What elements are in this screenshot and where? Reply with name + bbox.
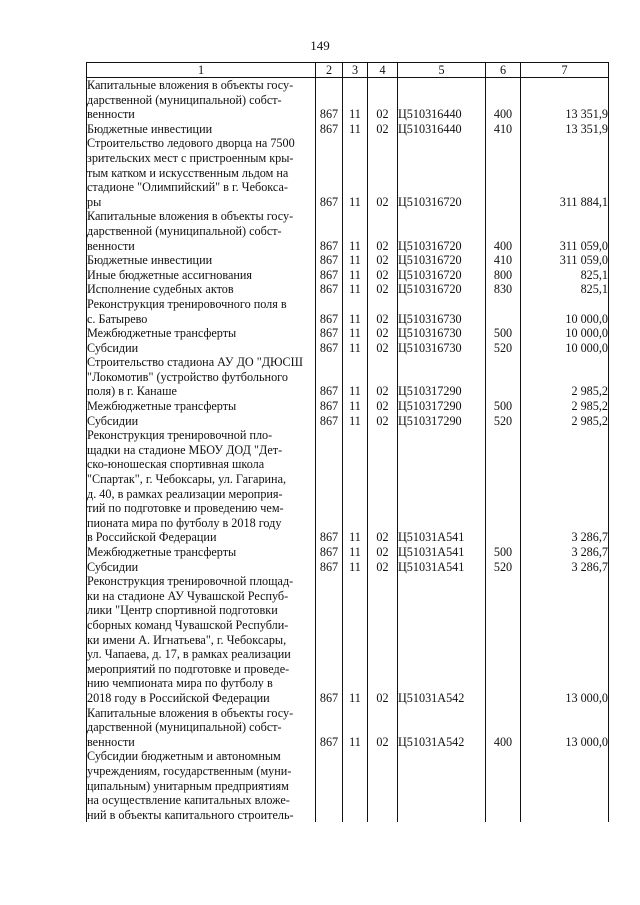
description-line: Строительство ледового дворца на 7500 [87, 136, 295, 151]
ministry-code: 867 [316, 78, 343, 122]
description-line: лики "Центр спортивной подготовки [87, 603, 278, 618]
description-line: мероприятий по подготовке и проведе- [87, 661, 290, 676]
description-line: Бюджетные инвестиции [87, 121, 213, 136]
target-article-code: Ц51031А542 [398, 574, 486, 705]
expense-type-code [486, 574, 521, 705]
amount: 10 000,0 [521, 297, 609, 326]
section-code: 11 [343, 560, 368, 575]
description-line: дарственной (муниципальной) собст- [87, 720, 282, 735]
expense-type-code: 500 [486, 545, 521, 560]
expense-type-code [486, 136, 521, 209]
description-line: Субсидии бюджетным и автономным [87, 749, 281, 764]
table-row [87, 209, 609, 253]
ministry-code: 867 [316, 326, 343, 341]
description-line: "Локомотив" (устройство футбольного [87, 369, 288, 384]
header-row [87, 63, 609, 78]
row-description [87, 574, 316, 705]
target-article-code: Ц510316730 [398, 326, 486, 341]
expense-type-code: 410 [486, 253, 521, 268]
subsection-code: 02 [368, 574, 398, 705]
ministry-code: 867 [316, 209, 343, 253]
table-row [87, 268, 609, 283]
table-row [87, 326, 609, 341]
description-line: Реконструкция тренировочной пло- [87, 428, 273, 443]
amount: 10 000,0 [521, 341, 609, 356]
column-header-3: 3 [343, 63, 368, 78]
table-row [87, 706, 609, 750]
row-description [87, 428, 316, 545]
description-line: ры [87, 194, 102, 209]
ministry-code: 867 [316, 428, 343, 545]
ministry-code: 867 [316, 253, 343, 268]
amount: 825,1 [521, 268, 609, 283]
description-line: Исполнение судебных актов [87, 282, 234, 297]
section-code: 11 [343, 136, 368, 209]
ministry-code: 867 [316, 341, 343, 356]
ministry-code: 867 [316, 297, 343, 326]
section-code: 11 [343, 122, 368, 137]
description-line: Реконструкция тренировочного поля в [87, 296, 287, 311]
description-line: нию чемпионата мира по футболу в [87, 676, 273, 691]
subsection-code: 02 [368, 268, 398, 283]
table-row [87, 136, 609, 209]
ministry-code: 867 [316, 414, 343, 429]
subsection-code: 02 [368, 326, 398, 341]
section-code: 11 [343, 399, 368, 414]
description-line: дарственной (муниципальной) собст- [87, 223, 282, 238]
row-description [87, 326, 316, 341]
ministry-code: 867 [316, 574, 343, 705]
amount: 3 286,7 [521, 545, 609, 560]
subsection-code [368, 749, 398, 822]
description-line: ки на стадионе АУ Чувашской Респуб- [87, 588, 289, 603]
description-line: Капитальные вложения в объекты госу- [87, 705, 294, 720]
description-line: тий по подготовке и проведению чем- [87, 501, 284, 516]
row-description [87, 253, 316, 268]
target-article-code: Ц510316720 [398, 209, 486, 253]
column-header-6: 6 [486, 63, 521, 78]
amount: 311 059,0 [521, 253, 609, 268]
subsection-code: 02 [368, 297, 398, 326]
description-line: "Спартак", г. Чебоксары, ул. Гагарина, [87, 472, 287, 487]
description-line: Строительство стадиона АУ ДО "ДЮСШ [87, 355, 303, 370]
description-line: д. 40, в рамках реализации мероприя- [87, 486, 283, 501]
section-code: 11 [343, 341, 368, 356]
section-code: 11 [343, 78, 368, 122]
target-article-code: Ц510316440 [398, 122, 486, 137]
table-row [87, 355, 609, 399]
description-line: на осуществление капитальных вложе- [87, 793, 290, 808]
description-line: Субсидии [87, 340, 139, 355]
description-line: ципальным) унитарным предприятиям [87, 778, 289, 793]
expense-type-code: 400 [486, 209, 521, 253]
expense-type-code: 520 [486, 414, 521, 429]
table-row [87, 545, 609, 560]
subsection-code: 02 [368, 706, 398, 750]
amount: 311 059,0 [521, 209, 609, 253]
subsection-code: 02 [368, 399, 398, 414]
amount: 825,1 [521, 282, 609, 297]
expense-type-code: 520 [486, 560, 521, 575]
expense-type-code: 400 [486, 706, 521, 750]
row-description [87, 136, 316, 209]
section-code: 11 [343, 545, 368, 560]
expense-type-code: 400 [486, 78, 521, 122]
amount: 2 985,2 [521, 414, 609, 429]
description-line: тым катком и искусственным льдом на [87, 165, 289, 180]
description-line: щадки на стадионе МБОУ ДОД "Дет- [87, 442, 283, 457]
target-article-code: Ц510316720 [398, 282, 486, 297]
ministry-code [316, 749, 343, 822]
column-header-2: 2 [316, 63, 343, 78]
description-line: с. Батырево [87, 311, 148, 326]
row-description [87, 268, 316, 283]
target-article-code: Ц510316730 [398, 297, 486, 326]
section-code: 11 [343, 297, 368, 326]
description-line: ки имени А. Игнатьева", г. Чебоксары, [87, 632, 287, 647]
table-row [87, 414, 609, 429]
row-description [87, 545, 316, 560]
row-description [87, 78, 316, 122]
table-row [87, 574, 609, 705]
table-row [87, 749, 609, 822]
row-description [87, 414, 316, 429]
target-article-code: Ц510317290 [398, 399, 486, 414]
section-code: 11 [343, 282, 368, 297]
table-row [87, 78, 609, 122]
description-line: Субсидии [87, 413, 139, 428]
budget-table [86, 62, 609, 822]
row-description [87, 209, 316, 253]
row-description [87, 749, 316, 822]
section-code: 11 [343, 428, 368, 545]
ministry-code: 867 [316, 706, 343, 750]
ministry-code: 867 [316, 399, 343, 414]
target-article-code: Ц510317290 [398, 355, 486, 399]
ministry-code: 867 [316, 355, 343, 399]
expense-type-code [486, 749, 521, 822]
subsection-code: 02 [368, 414, 398, 429]
target-article-code: Ц510316730 [398, 341, 486, 356]
description-line: зрительских мест с пристроенным кры- [87, 150, 294, 165]
amount [521, 749, 609, 822]
description-line: Капитальные вложения в объекты госу- [87, 78, 294, 92]
target-article-code: Ц51031А542 [398, 706, 486, 750]
ministry-code: 867 [316, 545, 343, 560]
amount: 13 351,9 [521, 122, 609, 137]
expense-type-code [486, 297, 521, 326]
amount: 3 286,7 [521, 560, 609, 575]
row-description [87, 560, 316, 575]
section-code: 11 [343, 574, 368, 705]
description-line: Иные бюджетные ассигнования [87, 267, 253, 282]
target-article-code: Ц510316720 [398, 136, 486, 209]
row-description [87, 341, 316, 356]
section-code: 11 [343, 355, 368, 399]
description-line: пионата мира по футболу в 2018 году [87, 515, 282, 530]
expense-type-code: 830 [486, 282, 521, 297]
description-line: учреждениям, государственным (муни- [87, 763, 292, 778]
amount: 2 985,2 [521, 355, 609, 399]
column-header-4: 4 [368, 63, 398, 78]
expense-type-code: 500 [486, 399, 521, 414]
description-line: Бюджетные инвестиции [87, 253, 213, 268]
amount: 13 000,0 [521, 574, 609, 705]
target-article-code: Ц510317290 [398, 414, 486, 429]
row-description [87, 122, 316, 137]
amount: 10 000,0 [521, 326, 609, 341]
subsection-code: 02 [368, 122, 398, 137]
section-code: 11 [343, 268, 368, 283]
column-header-7: 7 [521, 63, 609, 78]
table-row [87, 428, 609, 545]
section-code: 11 [343, 253, 368, 268]
amount: 13 000,0 [521, 706, 609, 750]
subsection-code: 02 [368, 282, 398, 297]
row-description [87, 282, 316, 297]
description-line: 2018 году в Российской Федерации [87, 690, 270, 705]
expense-type-code [486, 355, 521, 399]
description-line: Межбюджетные трансферты [87, 545, 237, 559]
subsection-code: 02 [368, 209, 398, 253]
section-code: 11 [343, 706, 368, 750]
row-description [87, 355, 316, 399]
subsection-code: 02 [368, 545, 398, 560]
table-row [87, 297, 609, 326]
amount: 311 884,1 [521, 136, 609, 209]
table-row [87, 560, 609, 575]
expense-type-code [486, 428, 521, 545]
section-code: 11 [343, 326, 368, 341]
ministry-code: 867 [316, 282, 343, 297]
subsection-code: 02 [368, 341, 398, 356]
section-code: 11 [343, 209, 368, 253]
table-row [87, 122, 609, 137]
subsection-code: 02 [368, 253, 398, 268]
target-article-code: Ц51031А541 [398, 560, 486, 575]
page-number: 149 [310, 38, 330, 53]
description-line: Межбюджетные трансферты [87, 399, 237, 414]
description-line: венности [87, 734, 135, 749]
target-article-code: Ц510316720 [398, 268, 486, 283]
subsection-code: 02 [368, 136, 398, 209]
target-article-code: Ц51031А541 [398, 545, 486, 560]
expense-type-code: 410 [486, 122, 521, 137]
ministry-code: 867 [316, 136, 343, 209]
amount: 3 286,7 [521, 428, 609, 545]
ministry-code: 867 [316, 122, 343, 137]
description-line: венности [87, 238, 135, 253]
section-code [343, 749, 368, 822]
description-line: ний в объекты капитального строитель- [87, 807, 294, 822]
column-header-1: 1 [87, 63, 316, 78]
description-line: сборных команд Чувашской Республи- [87, 617, 289, 632]
column-header-5: 5 [398, 63, 486, 78]
section-code: 11 [343, 414, 368, 429]
target-article-code [398, 749, 486, 822]
subsection-code: 02 [368, 560, 398, 575]
description-line: ул. Чапаева, д. 17, в рамках реализации [87, 647, 291, 662]
subsection-code: 02 [368, 428, 398, 545]
description-line: поля) в г. Канаше [87, 384, 177, 399]
target-article-code: Ц510316720 [398, 253, 486, 268]
target-article-code: Ц51031А541 [398, 428, 486, 545]
table-row [87, 282, 609, 297]
table-body [87, 78, 609, 823]
ministry-code: 867 [316, 560, 343, 575]
row-description [87, 706, 316, 750]
amount: 13 351,9 [521, 78, 609, 122]
expense-type-code: 800 [486, 268, 521, 283]
expense-type-code: 520 [486, 341, 521, 356]
table-row [87, 341, 609, 356]
subsection-code: 02 [368, 78, 398, 122]
amount: 2 985,2 [521, 399, 609, 414]
description-line: Межбюджетные трансферты [87, 326, 237, 341]
row-description [87, 297, 316, 326]
table-row [87, 399, 609, 414]
description-line: Субсидии [87, 559, 139, 574]
description-line: Капитальные вложения в объекты госу- [87, 209, 294, 224]
expense-type-code: 500 [486, 326, 521, 341]
description-line: венности [87, 107, 135, 122]
subsection-code: 02 [368, 355, 398, 399]
description-line: в Российской Федерации [87, 530, 217, 545]
target-article-code: Ц510316440 [398, 78, 486, 122]
description-line: дарственной (муниципальной) собст- [87, 92, 282, 107]
row-description [87, 399, 316, 414]
table-row [87, 253, 609, 268]
ministry-code: 867 [316, 268, 343, 283]
description-line: Реконструкция тренировочной площад- [87, 574, 294, 589]
description-line: ско-юношеская спортивная школа [87, 457, 265, 472]
description-line: стадионе "Олимпийский" в г. Чебокса- [87, 180, 288, 195]
